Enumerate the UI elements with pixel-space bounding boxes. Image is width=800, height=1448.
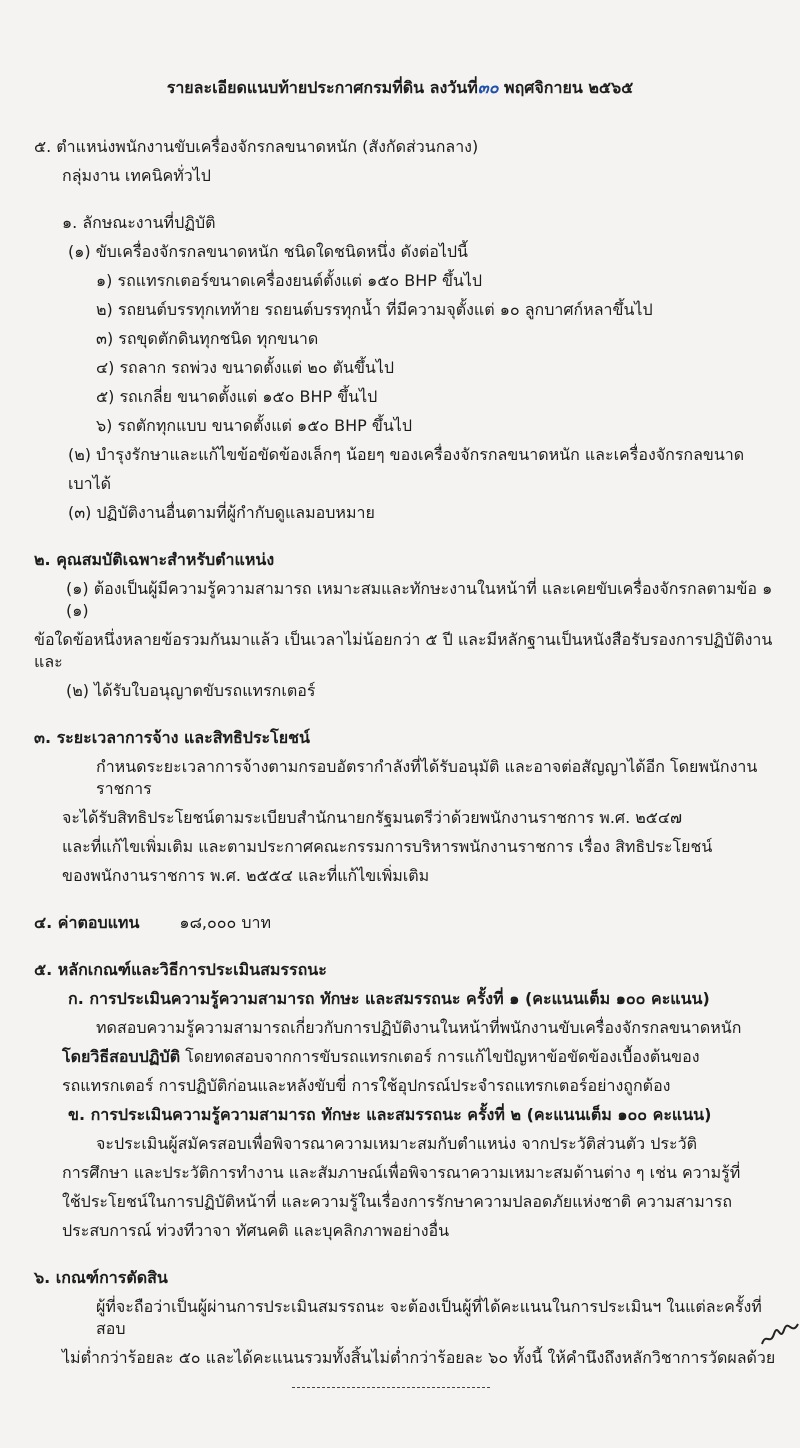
s1-item: ๒) รถยนต์บรรทุกเทท้าย รถยนต์บรรทุกน้ำ ที่มีความจุตั้งแต่ ๑๐ ลูกบาศก์หลาขึ้นไป bbox=[96, 300, 653, 319]
section-6-heading: ๖. เกณฑ์การตัดสิน bbox=[34, 1268, 168, 1287]
section-1-heading: ๑. ลักษณะงานที่ปฏิบัติ bbox=[62, 213, 216, 232]
end-divider bbox=[292, 1387, 490, 1388]
s1-item: ๕) รถเกลี่ย ขนาดตั้งแต่ ๑๕๐ BHP ขึ้นไป bbox=[96, 387, 378, 406]
s3-line: ของพนักงานราชการ พ.ศ. ๒๕๕๔ และที่แก้ไขเพิ่มเติม bbox=[62, 866, 430, 885]
s2-qual-2: (๒) ได้รับใบอนุญาตขับรถแทรกเตอร์ bbox=[66, 681, 316, 700]
s5-b-line: ใช้ประโยชน์ในการปฏิบัติหน้าที่ และความรู้ในเรื่องการรักษาความปลอดภัยแห่งชาติ ความสามารถ bbox=[62, 1192, 733, 1211]
s5-a-line bbox=[34, 1046, 782, 1068]
s3-line: และที่แก้ไขเพิ่มเติม และตามประกาศคณะกรรมการบริหารพนักงานราชการ เรื่อง สิทธิประโยชน์ bbox=[62, 837, 713, 856]
s6-line: ผู้ที่จะถือว่าเป็นผู้ผ่านการประเมินสมรรถนะ จะต้องเป็นผู้ที่ได้คะแนนในการประเมินฯ ในแต่ละครั้งที่สอบ bbox=[96, 1297, 762, 1338]
salary-value: ๑๘,๐๐๐ บาท bbox=[179, 913, 272, 932]
document-title bbox=[0, 77, 800, 99]
s5-a-line: ทดสอบความรู้ความสามารถเกี่ยวกับการปฏิบัติงานในหน้าที่พนักงานขับเครื่องจักรกลขนาดหนัก bbox=[96, 1018, 742, 1037]
title-suffix: พฤศจิกายน ๒๕๖๕ bbox=[498, 78, 634, 97]
s1-item: ๓) รถขุดตักดินทุกชนิด ทุกขนาด bbox=[96, 329, 319, 348]
handwritten-day: ๓๐ bbox=[477, 78, 499, 97]
section-2-heading: ๒. คุณสมบัติเฉพาะสำหรับตำแหน่ง bbox=[34, 550, 275, 569]
section-5-heading: ๕. หลักเกณฑ์และวิธีการประเมินสมรรถนะ bbox=[34, 960, 327, 979]
s1-duty-2-cont: เบาได้ bbox=[68, 474, 112, 493]
title-prefix: รายละเอียดแนบท้ายประกาศกรมที่ดิน ลงวันที่ bbox=[166, 78, 478, 97]
s5-a-line: รถแทรกเตอร์ การปฏิบัติก่อนและหลังขับขี่ การใช้อุปกรณ์ประจำรถแทรกเตอร์อย่างถูกต้อง bbox=[62, 1076, 671, 1095]
s1-duty-1: (๑) ขับเครื่องจักรกลขนาดหนัก ชนิดใดชนิดหนึ่ง ดังต่อไปนี้ bbox=[68, 242, 468, 261]
s1-duty-3: (๓) ปฏิบัติงานอื่นตามที่ผู้กำกับดูแลมอบหมาย bbox=[68, 503, 375, 522]
section-3-heading: ๓. ระยะเวลาการจ้าง และสิทธิประโยชน์ bbox=[34, 728, 310, 747]
s5-a-heading: ก. การประเมินความรู้ความสามารถ ทักษะ และสมรรถนะ ครั้งที่ ๑ (คะแนนเต็ม ๑๐๐ คะแนน) bbox=[68, 989, 710, 1008]
s1-item: ๑) รถแทรกเตอร์ขนาดเครื่องยนต์ตั้งแต่ ๑๕๐ BHP ขึ้นไป bbox=[96, 271, 483, 290]
s2-qual-1-cont: ข้อใดข้อหนึ่งหลายข้อรวมกันมาแล้ว เป็นเวลาไม่น้อยกว่า ๕ ปี และมีหลักฐานเป็นหนังสือรับรองการปฏิบัติงาน และ bbox=[34, 630, 773, 671]
s3-line: กำหนดระยะเวลาการจ้างตามกรอบอัตรากำลังที่ได้รับอนุมัติ และอาจต่อสัญญาได้อีก โดยพนักงานราชการ bbox=[96, 757, 758, 798]
compensation-row bbox=[34, 912, 782, 934]
s5-a-line-rest: โดยทดสอบจากการขับรถแทรกเตอร์ การแก้ไขปัญหาข้อขัดข้องเบื้องต้นของ bbox=[180, 1047, 700, 1066]
s5-a-method: โดยวิธีสอบปฏิบัติ bbox=[62, 1047, 181, 1066]
s5-b-line: ประสบการณ์ ท่วงทีวาจา ทัศนคติ และบุคลิกภาพอย่างอื่น bbox=[62, 1221, 450, 1240]
s3-line: จะได้รับสิทธิประโยชน์ตามระเบียบสำนักนายกรัฐมนตรีว่าด้วยพนักงานราชการ พ.ศ. ๒๕๔๗ bbox=[62, 808, 683, 827]
signature-initials bbox=[760, 1322, 800, 1348]
position-heading: ๕. ตำแหน่งพนักงานขับเครื่องจักรกลขนาดหนัก (สังกัดส่วนกลาง) bbox=[34, 137, 479, 156]
s1-duty-2: (๒) บำรุงรักษาและแก้ไขข้อขัดข้องเล็กๆ น้อยๆ ของเครื่องจักรกลขนาดหนัก และเครื่องจักรกลขนาด bbox=[68, 445, 745, 464]
s1-item: ๔) รถลาก รถพ่วง ขนาดตั้งแต่ ๒๐ ตันขึ้นไป bbox=[96, 358, 395, 377]
s6-line: ไม่ต่ำกว่าร้อยละ ๕๐ และได้คะแนนรวมทั้งสิ้นไม่ต่ำกว่าร้อยละ ๖๐ ทั้งนี้ ให้คำนึงถึงหลักวิชาการวัดผลด้วย bbox=[62, 1348, 776, 1367]
s2-qual-1: (๑) ต้องเป็นผู้มีความรู้ความสามารถ เหมาะสมและทักษะงานในหน้าที่ และเคยขับเครื่องจักรกลตามข้อ ๑ (๑) bbox=[66, 579, 773, 620]
section-4-heading: ๔. ค่าตอบแทน bbox=[34, 913, 140, 932]
s5-b-line: จะประเมินผู้สมัครสอบเพื่อพิจารณาความเหมาะสมกับตำแหน่ง จากประวัติส่วนตัว ประวัติ bbox=[96, 1134, 697, 1153]
s5-b-line: การศึกษา และประวัติการทำงาน และสัมภาษณ์เพื่อพิจารณาความเหมาะสมด้านต่าง ๆ เช่น ความรู้ที่ bbox=[62, 1163, 741, 1182]
s5-b-heading: ข. การประเมินความรู้ความสามารถ ทักษะ และสมรรถนะ ครั้งที่ ๒ (คะแนนเต็ม ๑๐๐ คะแนน) bbox=[68, 1105, 712, 1124]
s1-item: ๖) รถตักทุกแบบ ขนาดตั้งแต่ ๑๕๐ BHP ขึ้นไป bbox=[96, 416, 412, 435]
position-group: กลุ่มงาน เทคนิคทั่วไป bbox=[62, 166, 211, 185]
